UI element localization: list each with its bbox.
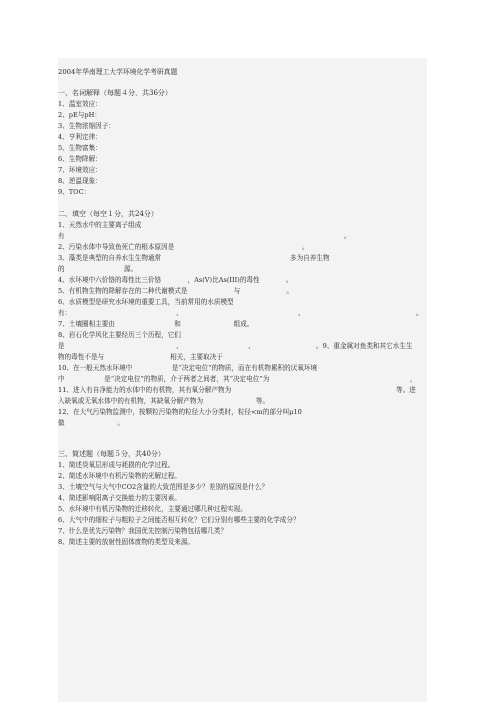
fill-blank-line: 3、藻类是典型的自养水生生物通常 xyxy=(58,254,162,262)
blank-punct: 。 xyxy=(416,309,423,317)
fill-blank-line: 12、在大气污染物监测中，按颗粒污染物的粒径大小分类时，粒径<m的部分叫μ10 xyxy=(58,408,302,416)
fill-blank-line: 物的毒性不是与 相关，主要取决于 xyxy=(58,353,223,361)
blank-text: 等。进 xyxy=(396,386,416,394)
fill-blank-line: 的 源。 xyxy=(58,265,138,273)
blank-punct: 、 xyxy=(176,342,183,350)
fill-blank-line: 10、在一般天然水环境中 是“决定电位”的物质，而在有机物累积的厌氧环境 xyxy=(58,364,318,372)
term-item: 5、生物富集： xyxy=(58,144,102,152)
blank-punct: 。 xyxy=(344,232,351,240)
fill-blank-line: 入缺氧或无氧水体中的有机物，其缺氧分解产物为 等。 xyxy=(58,397,269,405)
fill-blank-line: 4、水环境中六价铬的毒性比三价铬 ，As(V)比As(III)的毒性 。 xyxy=(58,276,293,284)
term-item: 3、生物浓缩因子： xyxy=(58,122,115,130)
document-page xyxy=(58,58,427,702)
blank-punct: 、 xyxy=(248,342,255,350)
fill-blank-line: 11、进入有自净能力的水体中的有机物，其有氧分解产物为 xyxy=(58,386,232,394)
fill-blank-line: 8、岩石化学风化主要经历三个历程，它们 xyxy=(58,331,181,339)
term-item: 7、环境效应： xyxy=(58,166,102,174)
question-item: 1、简述臭氧层形成与耗损的化学过程。 xyxy=(58,461,175,469)
question-item: 2、简述水环境中有机污染物的光解过程。 xyxy=(58,472,181,480)
blank-punct: ， xyxy=(410,375,417,383)
fill-blank-line: 7、土壤圈相主要由 和 组成。 xyxy=(58,320,254,328)
fill-blank-line: 6、水质模型是研究水环境的重要工具，当前常用的水质模型 xyxy=(58,298,234,306)
blank-punct: 、 xyxy=(176,309,183,317)
question-item: 8、简述主要的放射性固体废物的类型及来源。 xyxy=(58,538,195,546)
fill-blank-line: 有 xyxy=(58,232,65,240)
term-item: 9、TOC： xyxy=(58,188,91,196)
section-1-heading: 一、名词解释（每题４分，共36分） xyxy=(58,89,172,97)
fill-blank-line: 是 xyxy=(58,342,65,350)
fill-blank-line: 2、污染水体中导致鱼死亡的根本原因是 xyxy=(58,243,175,251)
term-item: 8、逆温现象： xyxy=(58,177,102,185)
fill-blank-line: 5、有机物生物的降解存在的二种代谢模式是 与 。 xyxy=(58,287,293,295)
term-item: 1、温室效应： xyxy=(58,100,102,108)
blank-text: 多为自养生物 xyxy=(290,254,330,262)
blank-text: 。9、重金属对鱼类和其它水生生 xyxy=(316,342,413,350)
document-title: 2004年华南理工大学环境化学考研真题 xyxy=(58,68,178,76)
question-item: 5、水环境中有机污染物的迁移转化，主要通过哪几种过程实现。 xyxy=(58,505,247,513)
fill-blank-line: 1、天然水中的主要离子组成 xyxy=(58,221,142,229)
question-item: 4、简述影响阳离子交换能力的主要因素。 xyxy=(58,494,181,502)
term-item: 6、生物降解： xyxy=(58,155,102,163)
section-2-heading: 二、填空（每空１分，共24分） xyxy=(58,210,158,218)
fill-blank-line: 中 是“决定电位”的物质，介于两者之间者，其“决定电位”为 xyxy=(58,375,270,383)
question-item: 3、土壤空气与大气中CO2含量的大致范围是多少？差别的原因是什么？ xyxy=(58,483,269,491)
blank-punct: 、 xyxy=(298,309,305,317)
term-item: 2、pE与pH： xyxy=(58,111,101,119)
section-3-heading: 三、简述题（每题５分，共40分） xyxy=(58,450,165,458)
fill-blank-line: 做 。 xyxy=(58,419,124,427)
question-item: 7、什么是优先污染物？我国优先控制污染物包括哪几类？ xyxy=(58,527,228,535)
fill-blank-line: 有： xyxy=(58,309,72,317)
term-item: 4、亨利定律： xyxy=(58,133,102,141)
question-item: 6、大气中的细粒子与粗粒子之间能否相互转化？它们分别有哪些主要的化学成分？ xyxy=(58,516,300,524)
blank-punct: 。 xyxy=(302,243,309,251)
